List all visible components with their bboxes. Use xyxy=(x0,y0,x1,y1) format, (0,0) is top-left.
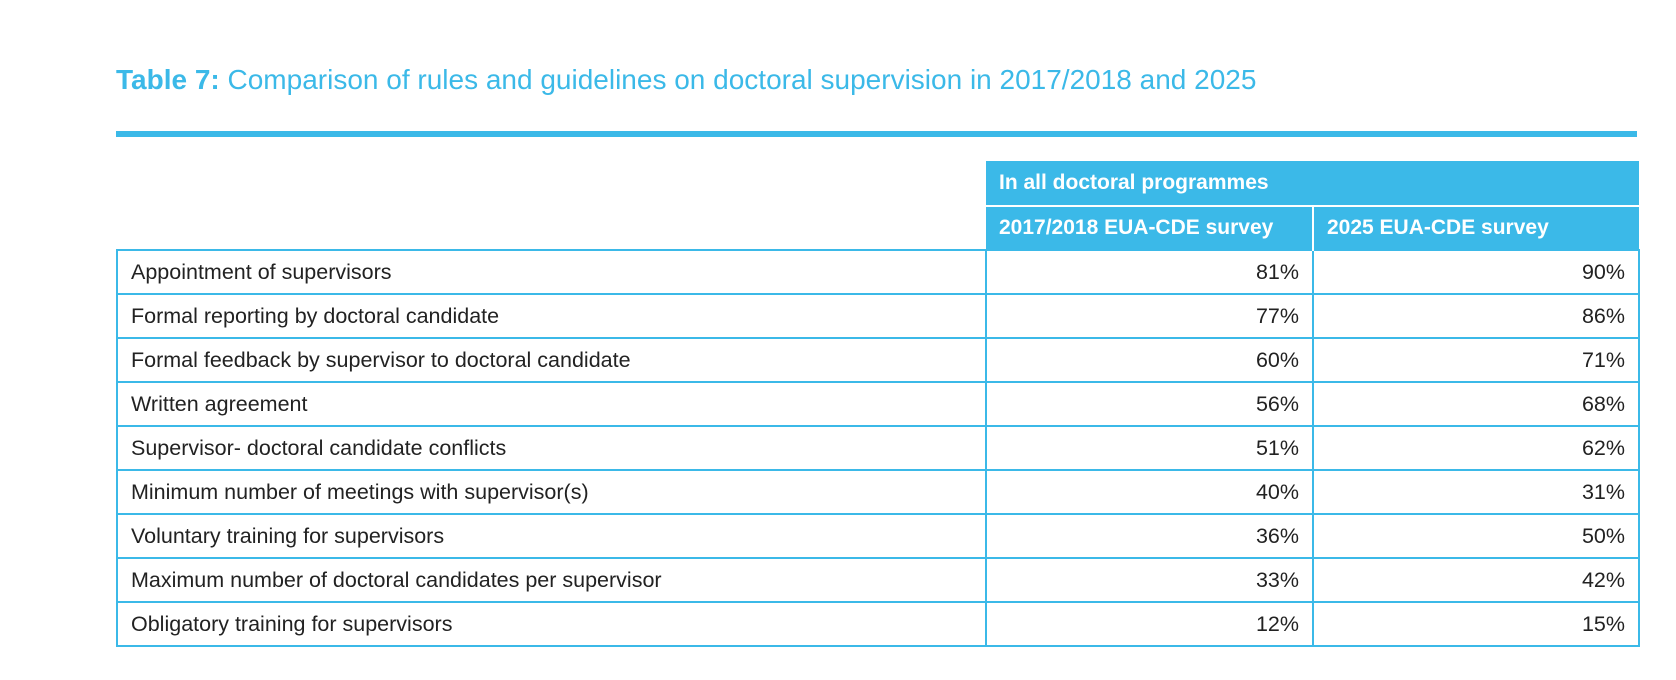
value-2025: 71% xyxy=(1313,338,1639,382)
value-2025: 86% xyxy=(1313,294,1639,338)
row-label: Obligatory training for supervisors xyxy=(117,602,986,646)
value-2017-2018: 36% xyxy=(986,514,1313,558)
row-label: Formal feedback by supervisor to doctoral candidate xyxy=(117,338,986,382)
column-header-2025: 2025 EUA-CDE survey xyxy=(1313,206,1639,250)
supervision-rules-table xyxy=(116,161,1640,647)
table-row xyxy=(117,602,1639,646)
table-row xyxy=(117,294,1639,338)
group-header: In all doctoral programmes xyxy=(986,161,1639,206)
value-2017-2018: 81% xyxy=(986,250,1313,294)
row-label: Minimum number of meetings with supervisor(s) xyxy=(117,470,986,514)
value-2017-2018: 60% xyxy=(986,338,1313,382)
value-2017-2018: 56% xyxy=(986,382,1313,426)
table-row xyxy=(117,470,1639,514)
row-label: Supervisor- doctoral candidate conflicts xyxy=(117,426,986,470)
value-2017-2018: 12% xyxy=(986,602,1313,646)
table-row xyxy=(117,250,1639,294)
title-divider xyxy=(116,131,1637,137)
value-2025: 68% xyxy=(1313,382,1639,426)
value-2025: 31% xyxy=(1313,470,1639,514)
row-label: Written agreement xyxy=(117,382,986,426)
table-title xyxy=(116,64,1256,96)
table-title-label: Table 7: xyxy=(116,64,220,95)
value-2025: 62% xyxy=(1313,426,1639,470)
header-blank-cell xyxy=(117,161,986,250)
row-label: Maximum number of doctoral candidates per supervisor xyxy=(117,558,986,602)
row-label: Appointment of supervisors xyxy=(117,250,986,294)
table-row xyxy=(117,382,1639,426)
value-2025: 50% xyxy=(1313,514,1639,558)
value-2017-2018: 40% xyxy=(986,470,1313,514)
value-2025: 15% xyxy=(1313,602,1639,646)
table-row xyxy=(117,338,1639,382)
value-2017-2018: 33% xyxy=(986,558,1313,602)
table-row xyxy=(117,426,1639,470)
row-label: Formal reporting by doctoral candidate xyxy=(117,294,986,338)
row-label: Voluntary training for supervisors xyxy=(117,514,986,558)
table-row xyxy=(117,558,1639,602)
value-2025: 42% xyxy=(1313,558,1639,602)
value-2025: 90% xyxy=(1313,250,1639,294)
table-title-text: Comparison of rules and guidelines on doctoral supervision in 2017/2018 and 2025 xyxy=(227,64,1257,95)
table-group-header-row xyxy=(117,161,1639,206)
column-header-2017: 2017/2018 EUA-CDE survey xyxy=(986,206,1313,250)
table-row xyxy=(117,514,1639,558)
value-2017-2018: 77% xyxy=(986,294,1313,338)
value-2017-2018: 51% xyxy=(986,426,1313,470)
